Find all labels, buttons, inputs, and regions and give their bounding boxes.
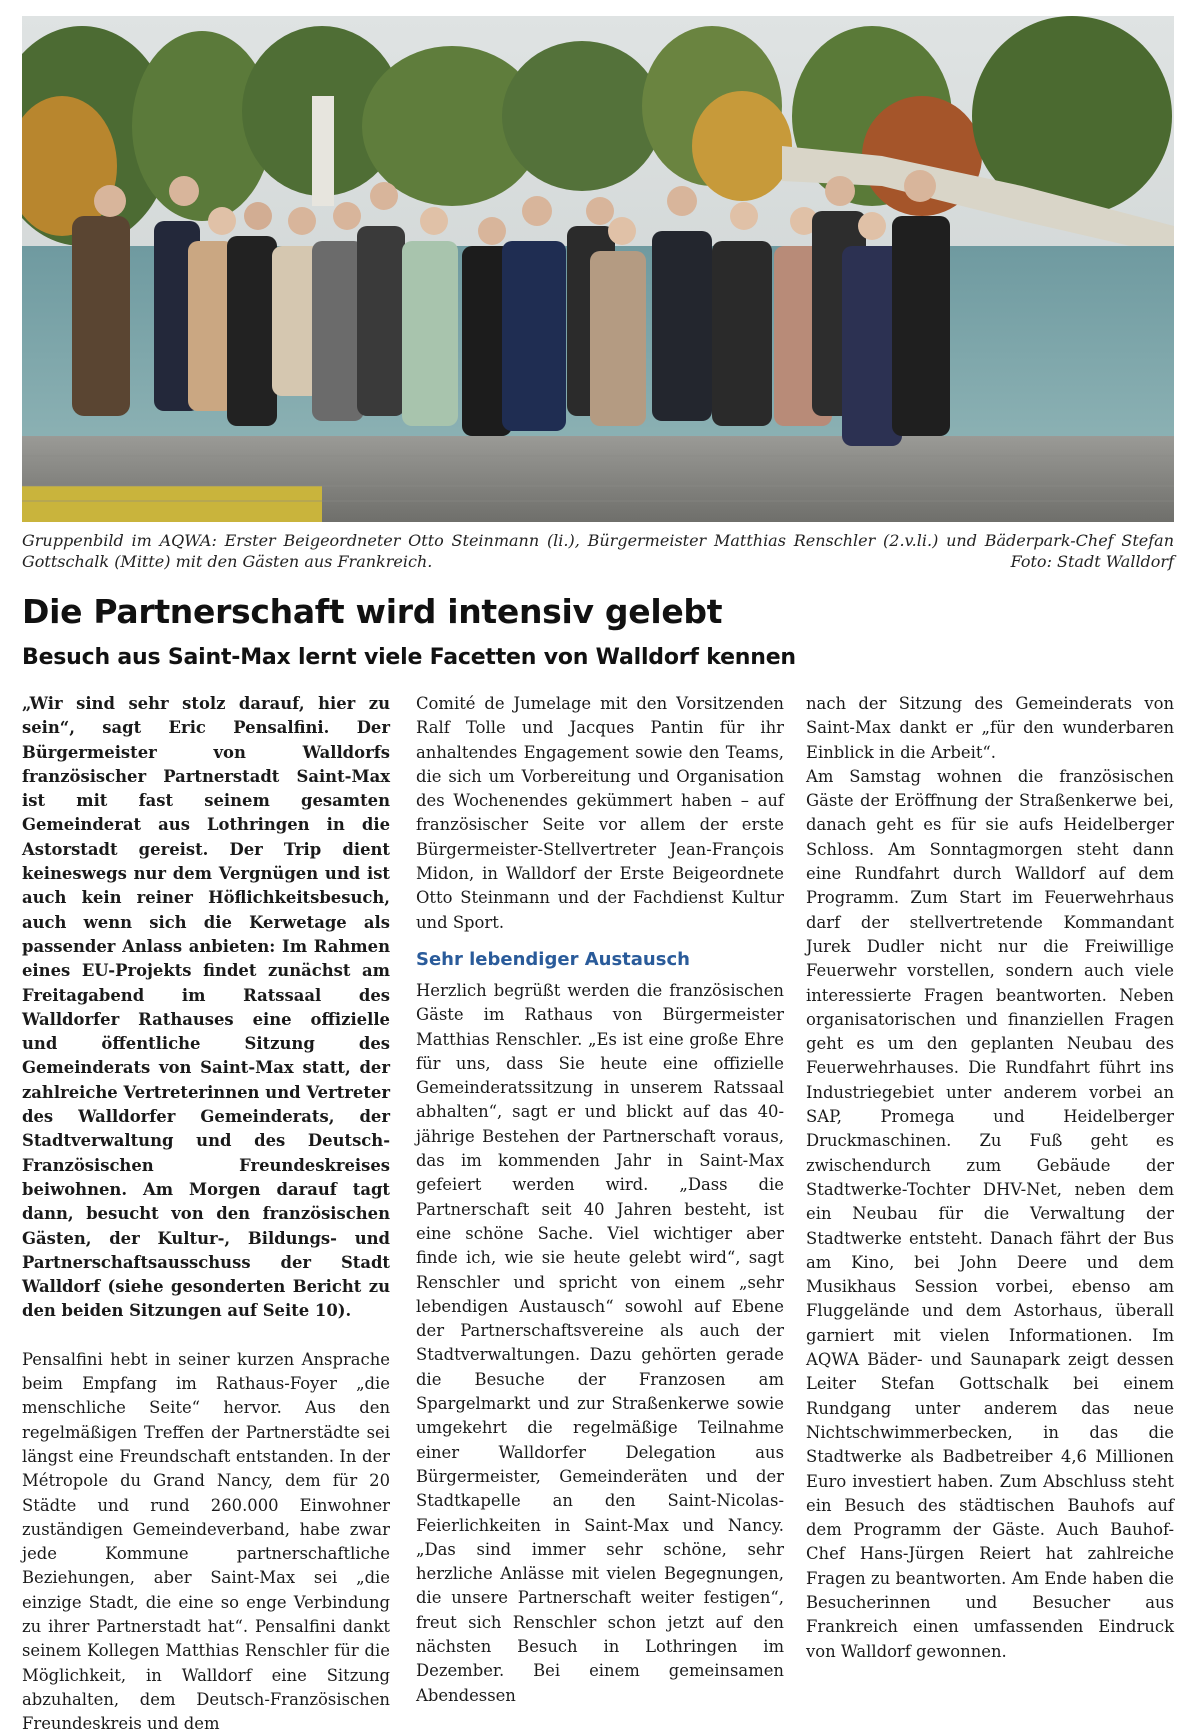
article-intro: „Wir sind sehr stolz darauf, hier zu sein“, sagt Eric Pensalfini. Der Bürgermeister von Walldorfs französischer Partnerstadt Saint-Max ist mit fast seinem gesamten Gemeinderat aus Lothringen in die Astorstadt gereist. Der Trip dient keineswegs nur dem Vergnügen und ist auch kein reiner Höflichkeitsbesuch, auch wenn sich die Kerwetage als passender Anlass anbieten: Im Rahmen eines EU-Projekts findet zunächst am Freitagabend im Ratssaal des Walldorfer Rathauses eine offizielle und öffentliche Sitzung des Gemeinderats von Saint-Max statt, der zahlreiche Vertreterinnen und Vertreter des Walldorfer Gemeinderats, der Stadtverwaltung und des Deutsch-Französischen Freundeskreises beiwohnen. Am Morgen darauf tagt dann, besucht von den französischen Gästen, der Kultur-, Bildungs- und Partnerschaftsausschuss der Stadt Walldorf (siehe gesonderten Bericht zu den beiden Sitzungen auf Seite 10).	[22, 694, 390, 1321]
article-paragraph: Am Samstag wohnen die französischen Gäste der Eröffnung der Straßenkerwe bei, danach geht es für sie aufs Heidelberger Schloss. Am Sonntagmorgen steht dann eine Rundfahrt durch Walldorf auf dem Programm. Zum Start im Feuerwehrhaus darf der stellvertretende Kommandant Jurek Dudler nicht nur die Freiwillige Feuerwehr vorstellen, sondern auch viele interessierte Fragen beantworten. Neben organisatorischen und finanziellen Fragen geht es um den geplanten Neubau des Feuerwehrhauses. Die Rundfahrt führt ins Industriegebiet unter anderem vorbei an SAP, Promega und Heidelberger Druckmaschinen. Zu Fuß geht es zwischendurch zum Gebäude der Stadtwerke-Tochter DHV-Net, neben dem ein Neubau für die Verwaltung der Stadtwerke entsteht. Danach fährt der Bus am Kino, bei John Deere und dem Musikhaus Session vorbei, ebenso am Fluggelände und dem Astorhaus, überall garniert mit vielen Informationen. Im AQWA Bäder- und Saunapark zeigt dessen Leiter Stefan Gottschalk bei einem Rundgang unter anderem das neue Nichtschwimmerbecken, in das die Stadtwerke als Badbetreiber 4,6 Millionen Euro investiert haben. Zum Abschluss steht ein Besuch des städtischen Bauhofs auf dem Programm der Gäste. Auch Bauhof-Chef Hans-Jürgen Reiert hat zahlreiche Fragen zu beantworten. Am Ende haben die Besucherinnen und Besucher aus Frankreich einen umfassenden Eindruck von Walldorf gewonnen.	[806, 766, 1174, 1661]
article-column-1	[22, 692, 390, 1736]
group-photo	[22, 16, 1174, 522]
article-column-2	[416, 692, 784, 1708]
photo-credit: Foto: Stadt Walldorf	[1010, 552, 1174, 571]
subheadline: Besuch aus Saint-Max lernt viele Facetten von Walldorf kennen	[22, 645, 796, 670]
photo-caption	[22, 530, 1174, 572]
section-subheading: Sehr lebendiger Austausch	[416, 948, 690, 970]
headline: Die Partnerschaft wird intensiv gelebt	[22, 592, 723, 631]
caption-text: Gruppenbild im AQWA: Erster Beigeordneter Otto Steinmann (li.), Bürgermeister Matthias Renschler (2.v.li.) und Bäderpark-Chef Stefan Gottschalk (Mitte) mit den Gästen aus Frankreich.	[22, 531, 1174, 571]
article-paragraph: nach der Sitzung des Gemeinderats von Saint-Max dankt er „für den wunderbaren Einblick in die Arbeit“.	[806, 694, 1174, 762]
article-column-3	[806, 692, 1174, 1664]
article-paragraph: Comité de Jumelage mit den Vorsitzenden Ralf Tolle und Jacques Pantin für ihr anhaltendes Engagement sowie den Teams, die sich um Vorbereitung und Organisation des Wochenendes gekümmert haben – auf französischer Seite vor allem der erste Bürgermeister-Stellvertreter Jean-François Midon, in Walldorf der Erste Beigeordnete Otto Steinmann und der Fachdienst Kultur und Sport.	[416, 694, 784, 932]
group-photo-image	[22, 16, 1174, 522]
article-paragraph: Herzlich begrüßt werden die französischen Gäste im Rathaus von Bürgermeister Matthias Renschler. „Es ist eine große Ehre für uns, dass Sie heute eine offizielle Gemeinderatssitzung in unserem Ratssaal abhalten“, sagt er und blickt auf das 40-jährige Bestehen der Partnerschaft voraus, das im kommenden Jahr in Saint-Max gefeiert werden wird. „Dass die Partnerschaft seit 40 Jahren besteht, ist eine schöne Sache. Viel wichtiger aber finde ich, wie sie heute gelebt wird“, sagt Renschler und spricht von einem „sehr lebendigen Austausch“ sowohl auf Ebene der Partnerschaftsvereine als auch der Stadtverwaltungen. Dazu gehörten gerade die Besuche der Franzosen am Spargelmarkt und zur Straßenkerwe sowie umgekehrt die regelmäßige Teilnahme einer Walldorfer Delegation aus Bürgermeister, Gemeinderäten und der Stadtkapelle an den Saint-Nicolas-Feierlichkeiten in Saint-Max und Nancy. „Das sind immer sehr schöne, sehr herzliche Anlässe mit vielen Begegnungen, die unsere Partnerschaft weiter festigen“, freut sich Renschler schon jetzt auf den nächsten Besuch in Lothringen im Dezember. Bei einem gemeinsamen Abendessen	[416, 980, 784, 1705]
article-paragraph: Pensalfini hebt in seiner kurzen Ansprache beim Empfang im Rathaus-Foyer „die menschliche Seite“ hervor. Aus den regelmäßigen Treffen der Partnerstädte sei längst eine Freundschaft entstanden. In der Métropole du Grand Nancy, dem für 20 Städte und rund 260.000 Einwohner zuständigen Gemeindeverband, habe zwar jede Kommune partnerschaftliche Beziehungen, aber Saint-Max sei „die einzige Stadt, die eine so enge Verbindung zu ihrer Partnerstadt hat“. Pensalfini dankt seinem Kollegen Matthias Renschler für die Möglichkeit, in Walldorf eine Sitzung abzuhalten, dem Deutsch-Französischen Freundeskreis und dem	[22, 1349, 390, 1734]
